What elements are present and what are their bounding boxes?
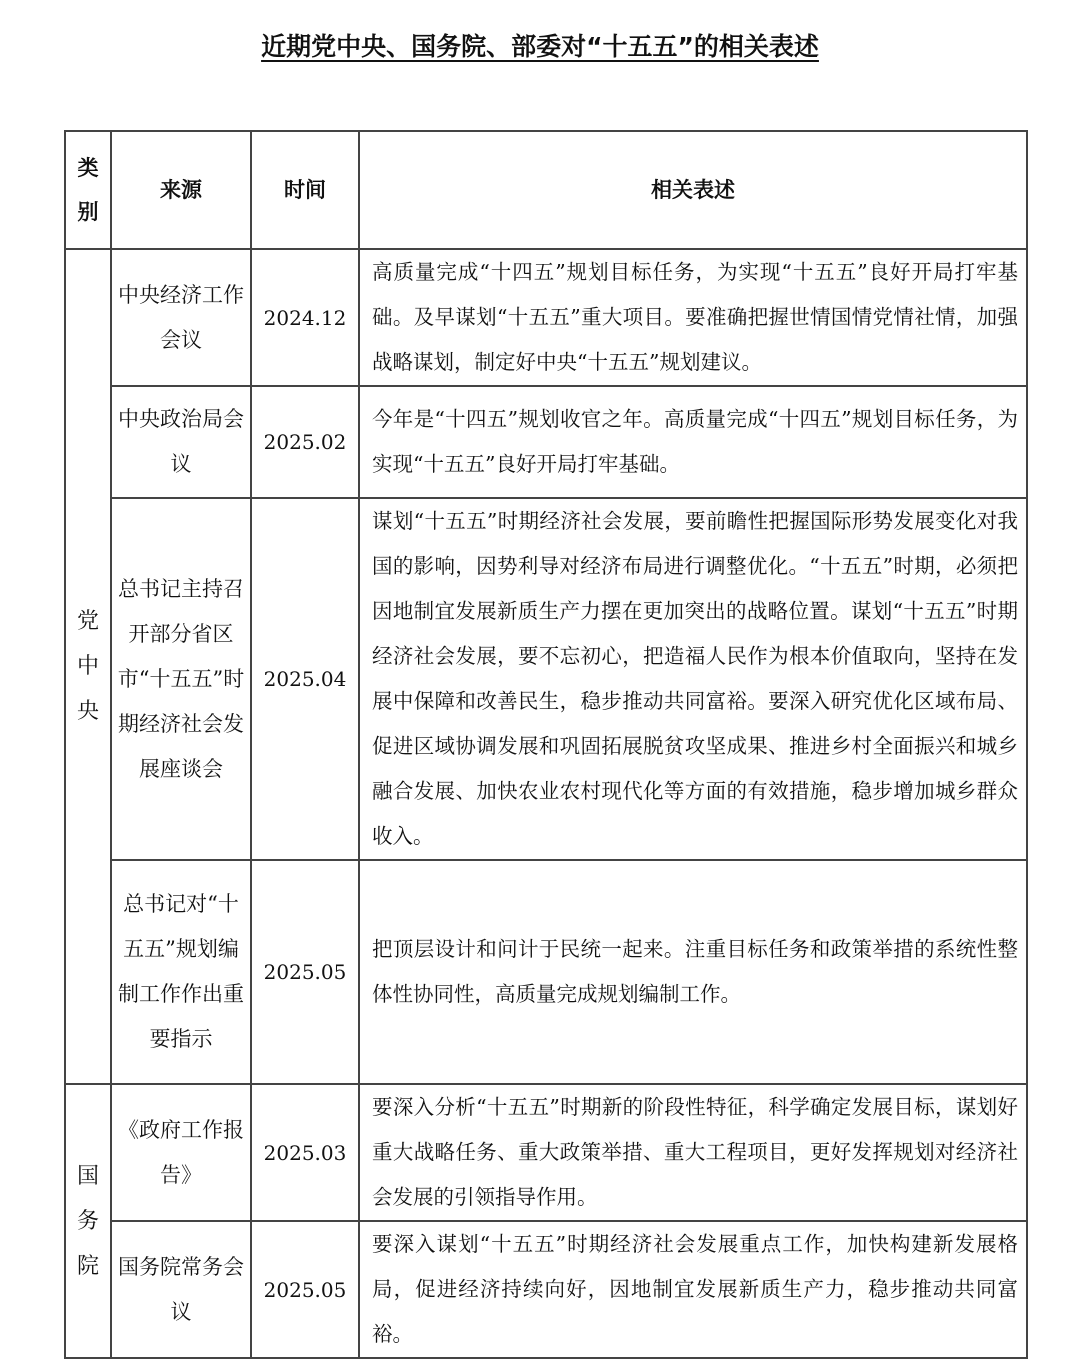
statement-cell: 要深入谋划“十五五”时期经济社会发展重点工作，加快构建新发展格局，促进经济持续向好，因地制宜发展新质生产力，稳步推动共同富裕。 bbox=[359, 1221, 1027, 1358]
header-statement: 相关表述 bbox=[359, 131, 1027, 249]
category-cell-party-central: 党中央 bbox=[65, 249, 111, 1084]
category-cell-state-council: 国务院 bbox=[65, 1084, 111, 1358]
document-title bbox=[0, 30, 1080, 64]
source-cell: 《政府工作报告》 bbox=[111, 1084, 251, 1221]
statement-cell: 谋划“十五五”时期经济社会发展，要前瞻性把握国际形势发展变化对我国的影响，因势利导对经济布局进行调整优化。“十五五”时期，必须把因地制宜发展新质生产力摆在更加突出的战略位置。谋划“十五五”时期经济社会发展，要不忘初心，把造福人民作为根本价值取向，坚持在发展中保障和改善民生，稳步推动共同富裕。要深入研究优化区域布局、促进区域协调发展和巩固拓展脱贫攻坚成果、推进乡村全面振兴和城乡融合发展、加快农业农村现代化等方面的有效措施，稳步增加城乡群众收入。 bbox=[359, 498, 1027, 860]
source-cell: 中央经济工作会议 bbox=[111, 249, 251, 386]
table-row bbox=[65, 1084, 1027, 1221]
source-cell: 国务院常务会议 bbox=[111, 1221, 251, 1358]
time-cell: 2024.12 bbox=[251, 249, 359, 386]
statement-cell: 要深入分析“十五五”时期新的阶段性特征，科学确定发展目标，谋划好重大战略任务、重大政策举措、重大工程项目，更好发挥规划对经济社会发展的引领指导作用。 bbox=[359, 1084, 1027, 1221]
document-title-text: 近期党中央、国务院、部委对“十五五”的相关表述 bbox=[261, 32, 819, 61]
source-cell: 总书记主持召开部分省区市“十五五”时期经济社会发展座谈会 bbox=[111, 498, 251, 860]
statement-cell: 把顶层设计和问计于民统一起来。注重目标任务和政策举措的系统性整体性协同性，高质量完成规划编制工作。 bbox=[359, 860, 1027, 1084]
source-cell: 中央政治局会议 bbox=[111, 386, 251, 498]
header-source: 来源 bbox=[111, 131, 251, 249]
statement-cell: 今年是“十四五”规划收官之年。高质量完成“十四五”规划目标任务，为实现“十五五”良好开局打牢基础。 bbox=[359, 386, 1027, 498]
header-time: 时间 bbox=[251, 131, 359, 249]
time-cell: 2025.02 bbox=[251, 386, 359, 498]
table-row bbox=[65, 1221, 1027, 1358]
table-row bbox=[65, 860, 1027, 1084]
table-row bbox=[65, 386, 1027, 498]
statement-cell: 高质量完成“十四五”规划目标任务，为实现“十五五”良好开局打牢基础。及早谋划“十五五”重大项目。要准确把握世情国情党情社情，加强战略谋划，制定好中央“十五五”规划建议。 bbox=[359, 249, 1027, 386]
time-cell: 2025.05 bbox=[251, 1221, 359, 1358]
table-header-row bbox=[65, 131, 1027, 249]
time-cell: 2025.03 bbox=[251, 1084, 359, 1221]
time-cell: 2025.04 bbox=[251, 498, 359, 860]
table-row bbox=[65, 498, 1027, 860]
time-cell: 2025.05 bbox=[251, 860, 359, 1084]
source-cell: 总书记对“十五五”规划编制工作作出重要指示 bbox=[111, 860, 251, 1084]
table-row bbox=[65, 249, 1027, 386]
header-category: 类别 bbox=[65, 131, 111, 249]
statements-table bbox=[64, 130, 1028, 1359]
